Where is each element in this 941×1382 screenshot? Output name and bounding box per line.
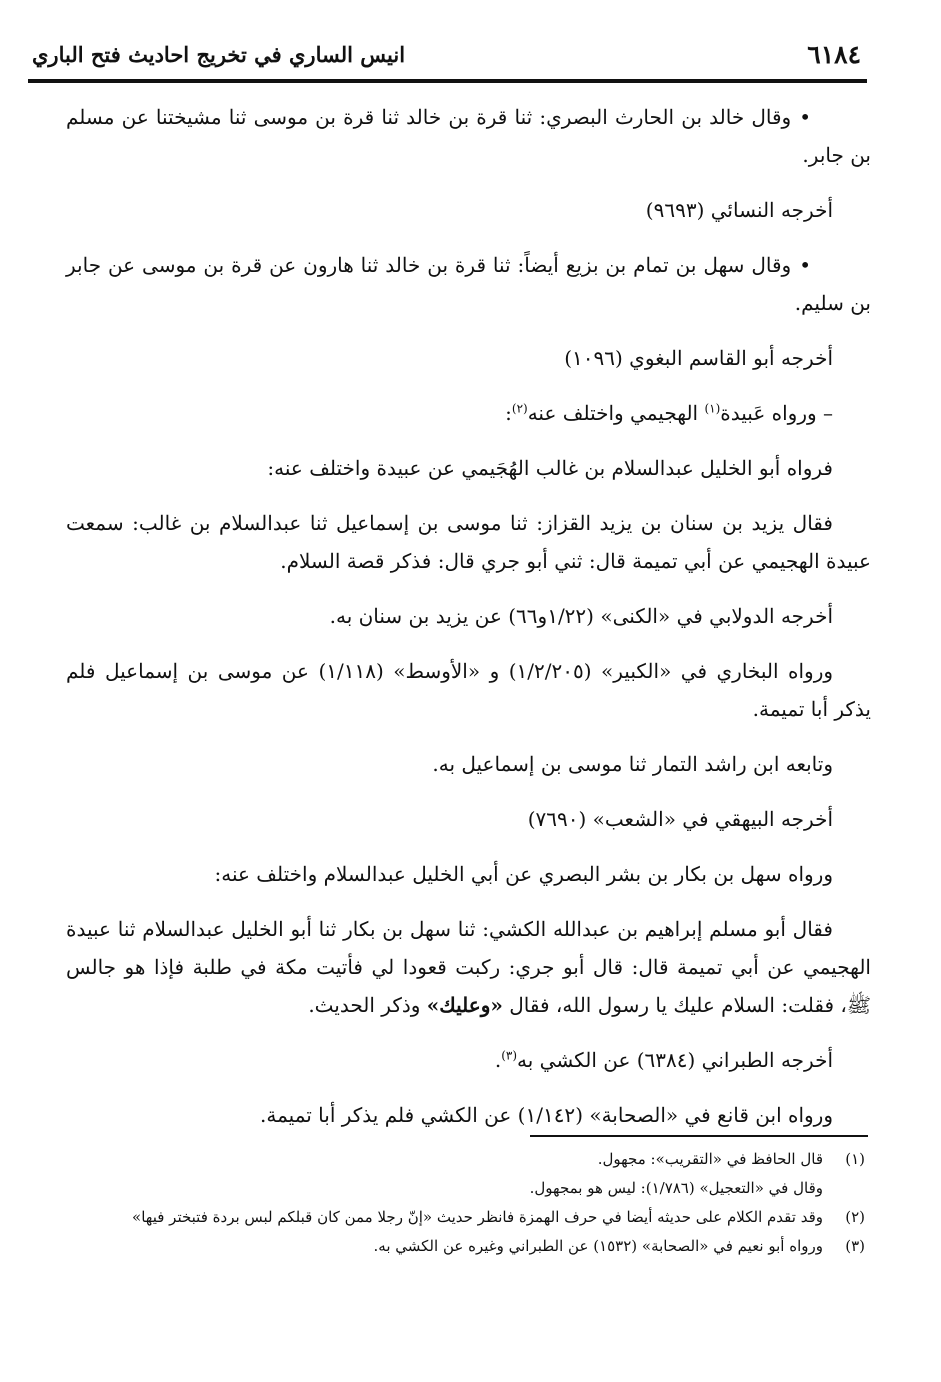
paragraph-5 (66, 394, 871, 432)
page-number: ٦١٨٤ (807, 39, 861, 69)
footnote-3-text: ورواه أبو نعيم في «الصحابة» (١٥٣٢) عن الطبراني وغيره عن الكشي به. (373, 1237, 823, 1255)
footnote-1-continuation: وقال في «التعجيل» (١/٧٨٦): ليس هو بمجهول. (529, 1179, 823, 1197)
paragraph-12: ورواه سهل بن بكار بن بشر البصري عن أبي الخليل عبدالسلام واختلف عنه: (214, 862, 833, 886)
paragraph-13 (66, 910, 871, 1024)
footnote-1-number: (١) (845, 1150, 865, 1168)
paragraph-10: وتابعه ابن راشد التمار ثنا موسى بن إسماعيل به. (432, 752, 833, 776)
paragraph-3-text: وقال سهل بن تمام بن بزيع أيضاً: ثنا قرة بن خالد ثنا هارون عن قرة بن موسى عن جابر بن سليم. (66, 253, 871, 315)
bullet-icon: • (799, 253, 811, 277)
paragraph-5-text-b: الهجيمي واختلف عنه (527, 401, 705, 425)
page-header (32, 30, 865, 78)
footnote-ref-3[interactable]: (٣) (501, 1048, 518, 1063)
paragraph-14-text-c: . (494, 1048, 502, 1072)
footnote-ref-1[interactable]: (١) (704, 401, 721, 416)
paragraph-5-text-c: : (505, 401, 512, 425)
footnotes (70, 1145, 865, 1261)
paragraph-14 (66, 1041, 871, 1079)
footnote-ref-2[interactable]: (٢) (511, 401, 528, 416)
paragraph-6: فرواه أبو الخليل عبدالسلام بن غالب الهُجَيمي عن عبيدة واختلف عنه: (267, 456, 833, 480)
footnote-3-number: (٣) (845, 1237, 865, 1255)
paragraph-4: أخرجه أبو القاسم البغوي (١٠٩٦) (564, 346, 833, 370)
header-rule (28, 79, 867, 83)
footnote-1 (70, 1145, 865, 1174)
paragraph-9: ورواه البخاري في «الكبير» (١/٢/٢٠٥) و «الأوسط» (١/١١٨) عن موسى بن إسماعيل فلم يذكر أبا تميمة. (66, 659, 871, 721)
footnote-2-text: وقد تقدم الكلام على حديثه أيضا في حرف الهمزة فانظر حديث «إنّ رجلا ممن كان قبلكم لبس بردة فتبختر فيها» (132, 1208, 823, 1226)
running-title: انيس الساري في تخريج احاديث فتح الباري (32, 41, 406, 67)
paragraph-14-text-a: أخرجه الطبراني (٦٣٨٤) عن الكشي به (517, 1048, 833, 1072)
paragraph-15: ورواه ابن قانع في «الصحابة» (١/١٤٢) عن الكشي فلم يذكر أبا تميمة. (260, 1103, 833, 1127)
paragraph-13-bold-quote: «وعليك» (426, 993, 503, 1017)
paragraph-2: أخرجه النسائي (٩٦٩٣) (645, 198, 833, 222)
paragraph-5-text-a: – ورواه عَبيدة (720, 401, 833, 425)
paragraph-1 (66, 98, 871, 174)
footnote-3 (70, 1232, 865, 1261)
paragraph-1-text: وقال خالد بن الحارث البصري: ثنا قرة بن خالد ثنا قرة بن موسى ثنا مشيختنا عن مسلم بن جابر. (66, 105, 871, 167)
paragraph-7: فقال يزيد بن سنان بن يزيد القزاز: ثنا موسى بن إسماعيل ثنا عبدالسلام بن غالب: سمعت عبيدة الهجيمي عن أبي تميمة قال: ثني أبو جري قال: فذكر قصة السلام. (66, 511, 871, 573)
paragraph-13-text-c: وذكر الحديث. (308, 993, 427, 1017)
main-text (66, 98, 871, 1151)
bullet-icon: • (799, 105, 811, 129)
footnote-2 (70, 1203, 865, 1232)
footnote-2-number: (٢) (845, 1208, 865, 1226)
paragraph-11: أخرجه البيهقي في «الشعب» (٧٦٩٠) (527, 807, 833, 831)
footnote-1-text: قال الحافظ في «التقريب»: مجهول. (597, 1150, 823, 1168)
paragraph-13-text-a: فقال أبو مسلم إبراهيم بن عبدالله الكشي: ثنا سهل بن بكار ثنا أبو الخليل عبدالسلام ثنا عبيدة الهجيمي عن أبي تميمة قال: قال أبو جري: ركبت قعودا لي فأتيت مكة في طلبة فإذا هو جالس ﷺ، فقلت: السلام عليك يا رسول الله، فقال (66, 917, 871, 1017)
footnote-separator (530, 1135, 868, 1137)
paragraph-3 (66, 246, 871, 322)
paragraph-8: أخرجه الدولابي في «الكنى» (١/٢٢و٦٦) عن يزيد بن سنان به. (329, 604, 833, 628)
